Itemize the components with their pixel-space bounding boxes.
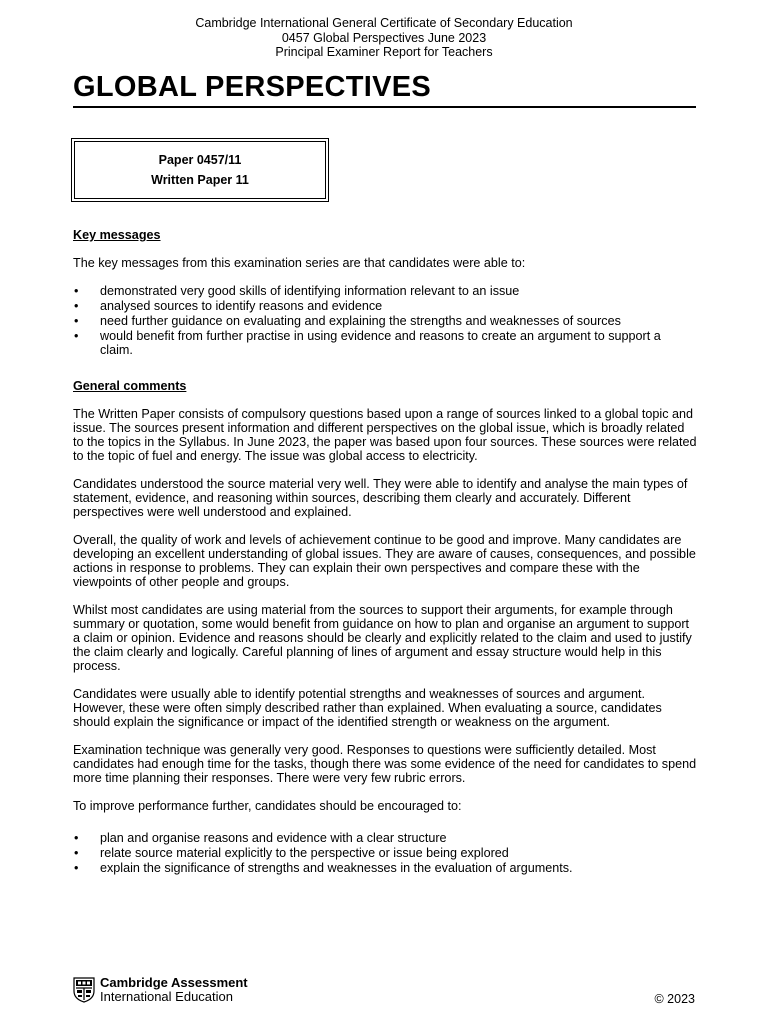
key-messages-intro: The key messages from this examination series are that candidates were able to: xyxy=(73,256,526,270)
copyright: © 2023 xyxy=(654,992,695,1006)
paragraph: Examination technique was generally very good. Responses to questions were sufficiently detailed. Most candidates had enough time for the tasks, though there was some evidence of the need for candidates to spend more time planning their responses. There were very few rubric errors. xyxy=(73,743,697,785)
paper-box xyxy=(71,138,329,202)
paper-box-inner xyxy=(74,141,326,199)
key-messages-list xyxy=(73,284,697,357)
list-item: • plan and organise reasons and evidence with a clear structure xyxy=(73,831,697,845)
logo-line-1: Cambridge Assessment xyxy=(100,975,248,990)
list-item: • need further guidance on evaluating and explaining the strengths and weaknesses of sources xyxy=(73,314,697,328)
cambridge-shield-icon xyxy=(73,977,95,1003)
list-item: • would benefit from further practise in using evidence and reasons to create an argument to support a claim. xyxy=(73,329,697,357)
header-line-2: 0457 Global Perspectives June 2023 xyxy=(281,30,487,45)
cambridge-logo xyxy=(73,976,248,1004)
header-line-3: Principal Examiner Report for Teachers xyxy=(275,45,493,59)
list-item: • explain the significance of strengths and weaknesses in the evaluation of arguments. xyxy=(73,861,697,875)
logo-text xyxy=(100,976,248,1004)
page-title: GLOBAL PERSPECTIVES xyxy=(73,70,696,108)
list-item: • relate source material explicitly to the perspective or issue being explored xyxy=(73,846,697,860)
list-item: • demonstrated very good skills of identifying information relevant to an issue xyxy=(73,284,697,298)
report-content xyxy=(73,228,697,876)
paragraph: Overall, the quality of work and levels of achievement continue to be good and improve. Many candidates are developing an excellent understanding of global issues. They are aware of causes, consequences, and possible actions in response to problems. They can explain their own perspectives and compare these with the viewpoints of other people and groups. xyxy=(73,533,696,589)
paragraph: The Written Paper consists of compulsory questions based upon a range of sources linked to a global topic and issue. The sources present information and different perspectives on the global issue, which is broadly related to the topics in the Syllabus. In June 2023, the paper was based upon four sources. These sources were related to the topic of fuel and energy. The issue was global access to electricity. xyxy=(73,407,697,463)
list-item: • analysed sources to identify reasons and evidence xyxy=(73,299,697,313)
general-comments-heading: General comments xyxy=(73,379,187,393)
paragraph: Candidates understood the source material very well. They were able to identify and analyse the main types of statement, evidence, and reasoning within sources, describing them clearly and accurately. Different perspectives were well understood and explained. xyxy=(73,477,688,519)
paragraph: To improve performance further, candidates should be encouraged to: xyxy=(73,799,462,813)
paper-code: Paper 0457/11 xyxy=(158,153,242,167)
logo-line-2: International Education xyxy=(100,989,233,1004)
improvement-list xyxy=(73,831,697,875)
paragraph: Whilst most candidates are using material from the sources to support their arguments, for example through summary or quotation, some would benefit from guidance on how to plan and organise an argument to support a claim or opinion. Evidence and reasons should be clearly and explicitly related to the claim and used to justify the claim clearly and logically. Careful planning of lines of argument and essay structure would help in this process. xyxy=(73,603,692,673)
page-header xyxy=(0,16,768,60)
paper-name: Written Paper 11 xyxy=(151,173,249,187)
key-messages-heading: Key messages xyxy=(73,228,161,242)
paragraph: Candidates were usually able to identify potential strengths and weaknesses of sources and argument. However, these were often simply described rather than explained. When evaluating a source, candidates should explain the significance or impact of the identified strength or weakness on the argument. xyxy=(73,687,662,729)
header-line-1: Cambridge International General Certificate of Secondary Education xyxy=(195,16,573,30)
